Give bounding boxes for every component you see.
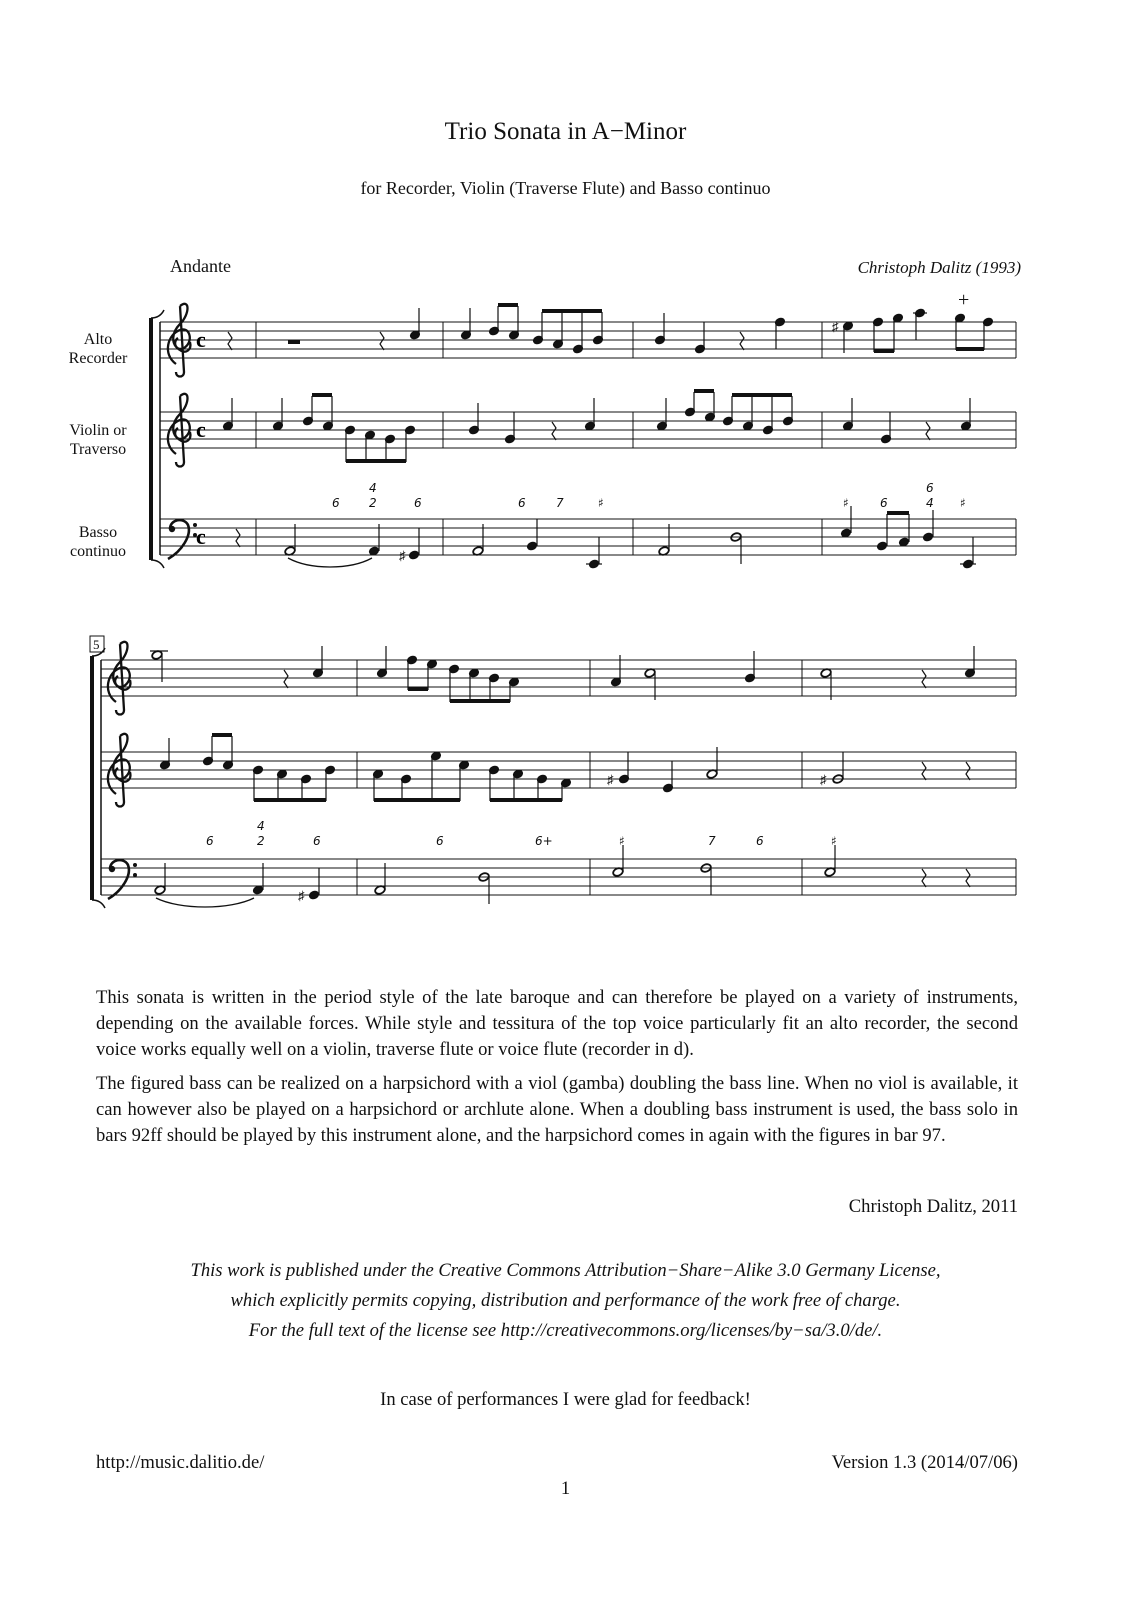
- instrument-label-violin: Violin or Traverso: [69, 422, 127, 458]
- svg-text:4: 4: [257, 819, 265, 833]
- svg-text:♯: ♯: [607, 772, 614, 787]
- license-text: This work is published under the Creative Commons Attribution−Share−Alike 3.0 Germany License, which explicitly permits copying, distribution and performance of the work free of charge. For the full text of the license see http://creativecommons.org/licenses/by−sa/3.0/de/.: [190, 1260, 941, 1341]
- svg-text:7: 7: [708, 834, 716, 848]
- svg-text:♯: ♯: [619, 834, 625, 848]
- svg-text:6: 6: [436, 834, 444, 848]
- svg-text:2: 2: [369, 496, 377, 510]
- svg-text:6: 6: [756, 834, 764, 848]
- svg-text:♯: ♯: [298, 888, 305, 903]
- svg-text:6+: 6+: [535, 834, 553, 848]
- footer-version: Version 1.3 (2014/07/06): [831, 1452, 1018, 1473]
- svg-text:7: 7: [556, 496, 564, 510]
- page-number: 1: [560, 1478, 571, 1499]
- page-subtitle: for Recorder, Violin (Traverse Flute) and Basso continuo: [360, 178, 771, 198]
- score-system-2: [90, 636, 1016, 908]
- svg-text:6: 6: [518, 496, 526, 510]
- svg-text:♯: ♯: [831, 834, 837, 848]
- notes-paragraph-1: This sonata is written in the period style of the late baroque and can therefore be played on a variety of instruments, depending on the available forces. While style and tessitura of the top voice particularly fit an alto recorder, the second voice works equally well on a violin, traverse flute or voice flute (recorder in d).: [96, 987, 1018, 1060]
- notes-paragraph-2: The figured bass can be realized on a harpsichord with a viol (gamba) doubling the bass line. When no viol is available, it can however also be played on a harpsichord or archlute alone. When a doubling bass instrument is used, the bass solo in bars 92ff should be played by this instrument alone, and the harpsichord comes in again with the figures in bar 97.: [96, 1073, 1018, 1146]
- svg-text:6: 6: [332, 496, 340, 510]
- svg-text:+: +: [958, 289, 970, 311]
- svg-text:♯: ♯: [843, 496, 849, 510]
- score-system-1: [151, 289, 1016, 569]
- notes-signature: Christoph Dalitz, 2011: [848, 1196, 1018, 1217]
- page-title: Trio Sonata in A−Minor: [444, 118, 687, 145]
- feedback-note: In case of performances I were glad for feedback!: [380, 1389, 751, 1410]
- svg-text:♯: ♯: [960, 496, 966, 510]
- svg-text:2: 2: [257, 834, 265, 848]
- svg-text:5: 5: [93, 637, 100, 652]
- footer-url[interactable]: http://music.dalitio.de/: [96, 1452, 265, 1473]
- svg-text:c: c: [196, 417, 206, 442]
- tempo-marking: Andante: [170, 256, 231, 276]
- svg-text:♯: ♯: [598, 496, 604, 510]
- svg-text:6: 6: [926, 481, 934, 495]
- svg-text:♯: ♯: [399, 548, 406, 563]
- svg-text:4: 4: [369, 481, 377, 495]
- performance-notes: [96, 985, 1018, 1157]
- svg-text:6: 6: [206, 834, 214, 848]
- instrument-label-basso: Basso continuo: [70, 524, 126, 560]
- svg-text:6: 6: [880, 496, 888, 510]
- svg-text:♯: ♯: [820, 772, 827, 787]
- svg-text:4: 4: [926, 496, 934, 510]
- svg-text:c: c: [196, 524, 206, 549]
- svg-text:♯: ♯: [832, 319, 839, 334]
- svg-text:6: 6: [414, 496, 422, 510]
- svg-text:c: c: [196, 327, 206, 352]
- svg-text:6: 6: [313, 834, 321, 848]
- composer-credit: Christoph Dalitz (1993): [857, 258, 1021, 277]
- instrument-label-recorder: Alto Recorder: [68, 331, 128, 367]
